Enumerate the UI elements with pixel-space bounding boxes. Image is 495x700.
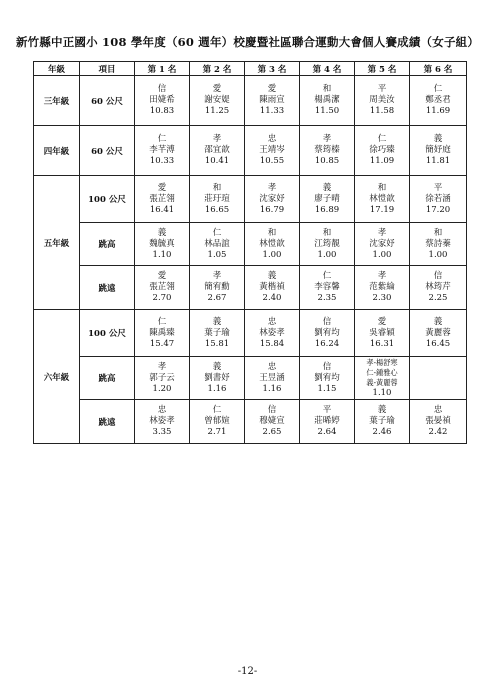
result-cell-place-6 — [410, 310, 467, 357]
result-mark: 16.79 — [259, 204, 285, 215]
result-mark: 1.16 — [262, 383, 282, 394]
result-cell-place-1 — [135, 223, 190, 266]
class-name: 孝 — [212, 271, 222, 281]
class-name: 和 — [322, 227, 332, 238]
result-cell-place-2 — [190, 266, 245, 310]
result-mark: 1.00 — [262, 249, 282, 260]
result-mark: 2.25 — [428, 293, 448, 303]
athlete-name: 李容馨 — [314, 282, 340, 292]
class-name: 愛 — [267, 84, 277, 94]
result-mark: 2.70 — [152, 293, 172, 303]
event-row — [34, 126, 467, 176]
result-cell-place-6 — [410, 266, 467, 310]
result-mark: 11.25 — [204, 106, 230, 116]
result-mark: 2.64 — [317, 427, 337, 437]
result-cell-place-3 — [245, 266, 300, 310]
class-name: 義 — [377, 405, 387, 415]
result-cell-place-1 — [135, 266, 190, 310]
event-row — [34, 76, 467, 126]
athlete-name: 徐巧臻 — [369, 145, 395, 155]
class-name: 信 — [267, 405, 277, 415]
athlete-name: 葉子瑜 — [369, 416, 395, 426]
result-mark: 11.33 — [259, 106, 285, 116]
class-name: 孝 — [212, 134, 222, 144]
result-cell-place-4 — [300, 266, 355, 310]
class-name: 愛 — [157, 271, 167, 281]
class-name: 忠 — [433, 405, 443, 415]
class-name: 仁 — [377, 134, 387, 144]
header-grade: 年級 — [34, 62, 80, 76]
class-name: 義 — [212, 316, 222, 327]
result-mark: 10.83 — [149, 106, 175, 116]
athlete-name: 李芊溥 — [149, 145, 175, 155]
result-mark: 1.00 — [372, 249, 392, 260]
result-cell-place-2 — [190, 76, 245, 126]
result-cell-place-6 — [410, 76, 467, 126]
athlete-name: 蔡筠榛 — [314, 145, 340, 155]
class-name: 和 — [433, 227, 443, 238]
grade-label: 三年級 — [34, 76, 80, 126]
class-name: 和 — [267, 227, 277, 238]
class-name: 忠 — [267, 134, 277, 144]
results-body — [34, 76, 467, 444]
athlete-name: 穆婕宣 — [259, 416, 285, 426]
result-mark: 16.89 — [314, 204, 340, 215]
class-name: 義 — [212, 361, 222, 372]
athlete-name: 沈家妤 — [369, 238, 395, 249]
class-name: 信 — [322, 361, 332, 372]
result-cell-place-6 — [410, 400, 467, 444]
class-name: 義 — [322, 182, 332, 193]
class-name: 仁 — [212, 405, 222, 415]
result-mark: 16.31 — [369, 338, 395, 349]
grade-label: 五年級 — [34, 176, 80, 310]
athlete-name: 沈家妤 — [259, 193, 285, 204]
athlete-name: 張芷翎 — [149, 282, 175, 292]
athlete-name: 郭子云 — [149, 372, 175, 383]
result-mark: 1.10 — [152, 249, 172, 260]
result-cell-place-3 — [245, 400, 300, 444]
result-mark: 2.40 — [262, 293, 282, 303]
result-cell-place-1 — [135, 357, 190, 400]
athlete-name: 劉宥均 — [314, 327, 340, 338]
header-place-4: 第 4 名 — [300, 62, 355, 76]
result-mark: 15.84 — [259, 338, 285, 349]
athlete-name: 林姿孝 — [149, 416, 175, 426]
result-cell-place-1 — [135, 400, 190, 444]
class-name: 孝 — [377, 227, 387, 238]
grade-label: 六年級 — [34, 310, 80, 444]
event-label: 100 公尺 — [80, 310, 135, 357]
athlete-name: 莊晞婷 — [314, 416, 340, 426]
result-cell-place-5 — [355, 400, 410, 444]
athlete-name: 楊禹潔 — [314, 95, 340, 105]
result-cell-place-3 — [245, 310, 300, 357]
athlete-name: 徐若涵 — [425, 193, 451, 204]
event-label: 60 公尺 — [80, 126, 135, 176]
result-cell-place-5 — [355, 357, 410, 400]
athlete-name: 范紫綸 — [369, 282, 395, 292]
result-cell-place-6 — [410, 223, 467, 266]
class-name: 愛 — [212, 84, 222, 94]
result-mark: 11.81 — [425, 156, 451, 166]
class-name: 平 — [377, 84, 387, 94]
result-mark: 10.55 — [259, 156, 285, 166]
result-cell-place-3 — [245, 357, 300, 400]
document-title: 新竹縣中正國小 108 學年度（60 週年）校慶暨社區聯合運動大會個人賽成績（女子組） — [15, 35, 480, 49]
header-place-6: 第 6 名 — [410, 62, 467, 76]
result-mark: 10.41 — [204, 156, 230, 166]
result-mark: 17.20 — [425, 204, 451, 215]
result-cell-place-1 — [135, 126, 190, 176]
result-mark: 2.35 — [317, 293, 337, 303]
class-name: 愛 — [157, 182, 167, 193]
athlete-name: 鄭丞君 — [425, 95, 451, 105]
result-mark: 10.33 — [149, 156, 175, 166]
result-cell-place-6 — [410, 176, 467, 223]
class-name: 和 — [322, 84, 332, 94]
result-cell-place-2 — [190, 223, 245, 266]
athlete-name: 魏毓真 — [149, 238, 175, 249]
athlete-name: 簡宥勳 — [204, 282, 230, 292]
event-row — [34, 400, 467, 444]
athlete-name: 林愷歆 — [259, 238, 285, 249]
event-row — [34, 357, 467, 400]
result-mark: 1.20 — [152, 383, 172, 394]
result-mark: 10.85 — [314, 156, 340, 166]
result-cell-place-2 — [190, 400, 245, 444]
class-name: 平 — [322, 405, 332, 415]
result-cell-place-6 — [410, 126, 467, 176]
result-cell-place-1 — [135, 176, 190, 223]
result-mark: 1.10 — [372, 387, 392, 398]
results-table — [33, 61, 467, 444]
result-mark: 11.50 — [314, 106, 340, 116]
athlete-name: 葉子瑜 — [204, 327, 230, 338]
class-name: 孝 — [377, 271, 387, 281]
class-name: 信 — [433, 271, 443, 281]
grade-label: 四年級 — [34, 126, 80, 176]
header-place-3: 第 3 名 — [245, 62, 300, 76]
result-mark: 15.81 — [204, 338, 230, 349]
class-name: 仁 — [322, 271, 332, 281]
result-cell-place-4 — [300, 400, 355, 444]
event-label: 跳高 — [80, 223, 135, 266]
class-name: 義 — [433, 316, 443, 327]
athlete-name: 劉宥均 — [314, 372, 340, 383]
result-cell-place-5 — [355, 266, 410, 310]
result-cell-place-5 — [355, 310, 410, 357]
event-row — [34, 266, 467, 310]
tied-athlete: 仁-鍾雅心 — [366, 367, 398, 377]
athlete-name: 簡妤庭 — [425, 145, 451, 155]
tied-athlete: 義-黃麗蓉 — [366, 377, 398, 387]
event-label: 跳遠 — [80, 266, 135, 310]
class-name: 信 — [157, 84, 167, 94]
class-name: 平 — [433, 182, 443, 193]
event-label: 跳高 — [80, 357, 135, 400]
result-cell-place-5 — [355, 126, 410, 176]
result-mark: 16.24 — [314, 338, 340, 349]
result-cell-place-3 — [245, 223, 300, 266]
class-name: 孝 — [322, 134, 332, 144]
result-mark: 1.15 — [317, 383, 337, 394]
athlete-name: 張晏禎 — [425, 416, 451, 426]
athlete-name: 黃楷禎 — [259, 282, 285, 292]
class-name: 孝 — [157, 361, 167, 372]
result-cell-place-6 — [410, 357, 467, 400]
class-name: 忠 — [267, 361, 277, 372]
result-mark: 16.41 — [149, 204, 175, 215]
result-cell-place-4 — [300, 223, 355, 266]
result-cell-place-1 — [135, 310, 190, 357]
result-mark: 2.67 — [207, 293, 227, 303]
athlete-name: 張芷翎 — [149, 193, 175, 204]
result-cell-place-5 — [355, 223, 410, 266]
class-name: 仁 — [157, 316, 167, 327]
athlete-name: 吳睿穎 — [369, 327, 395, 338]
result-mark: 2.71 — [207, 427, 227, 437]
result-cell-place-4 — [300, 357, 355, 400]
result-cell-place-2 — [190, 176, 245, 223]
result-mark: 11.69 — [425, 106, 451, 116]
class-name: 義 — [157, 227, 167, 238]
result-cell-place-4 — [300, 310, 355, 357]
result-mark: 3.35 — [152, 427, 172, 437]
header-place-1: 第 1 名 — [135, 62, 190, 76]
event-label: 60 公尺 — [80, 76, 135, 126]
athlete-name: 林品誼 — [204, 238, 230, 249]
athlete-name: 曾郁媗 — [204, 416, 230, 426]
event-row — [34, 223, 467, 266]
result-mark: 11.09 — [369, 156, 395, 166]
athlete-name: 林筠芹 — [425, 282, 451, 292]
result-mark: 1.00 — [428, 249, 448, 260]
athlete-name: 邵宜歆 — [204, 145, 230, 155]
result-cell-place-1 — [135, 76, 190, 126]
header-place-2: 第 2 名 — [190, 62, 245, 76]
class-name: 仁 — [433, 84, 443, 94]
result-cell-place-3 — [245, 176, 300, 223]
class-name: 義 — [267, 271, 277, 281]
class-name: 仁 — [212, 227, 222, 238]
result-mark: 2.65 — [262, 427, 282, 437]
event-label: 100 公尺 — [80, 176, 135, 223]
athlete-name: 陳雨宣 — [259, 95, 285, 105]
athlete-name: 黃麗蓉 — [425, 327, 451, 338]
athlete-name: 陳禹臻 — [149, 327, 175, 338]
athlete-name: 劉書妤 — [204, 372, 230, 383]
athlete-name: 江筠靚 — [314, 238, 340, 249]
athlete-name: 林姿孝 — [259, 327, 285, 338]
event-label: 跳遠 — [80, 400, 135, 444]
class-name: 和 — [377, 182, 387, 193]
event-row — [34, 310, 467, 357]
header-place-5: 第 5 名 — [355, 62, 410, 76]
athlete-name: 林愷歆 — [369, 193, 395, 204]
result-mark: 1.05 — [207, 249, 227, 260]
athlete-name: 王昱涵 — [259, 372, 285, 383]
class-name: 仁 — [157, 134, 167, 144]
result-cell-place-3 — [245, 76, 300, 126]
athlete-name: 謝安媞 — [204, 95, 230, 105]
result-mark: 11.58 — [369, 106, 395, 116]
class-name: 和 — [212, 182, 222, 193]
result-cell-place-3 — [245, 126, 300, 176]
result-cell-place-4 — [300, 176, 355, 223]
class-name: 忠 — [157, 405, 167, 415]
class-name: 義 — [433, 134, 443, 144]
result-mark: 16.65 — [204, 204, 230, 215]
header-event: 項目 — [80, 62, 135, 76]
result-mark: 1.00 — [317, 249, 337, 260]
tied-athlete: 孝-楊舒寒 — [366, 357, 398, 367]
result-cell-place-2 — [190, 310, 245, 357]
athlete-name: 田婕希 — [149, 95, 175, 105]
athlete-name: 王靖岑 — [259, 145, 285, 155]
result-mark: 2.42 — [428, 427, 448, 437]
class-name: 忠 — [267, 316, 277, 327]
athlete-name: 蔡詩蓁 — [425, 238, 451, 249]
page-number: -12- — [237, 666, 258, 677]
result-mark: 16.45 — [425, 338, 451, 349]
event-row — [34, 176, 467, 223]
result-cell-place-5 — [355, 76, 410, 126]
result-mark: 17.19 — [369, 204, 395, 215]
class-name: 信 — [322, 316, 332, 327]
athlete-name: 廖子晴 — [314, 193, 340, 204]
result-cell-place-4 — [300, 76, 355, 126]
athlete-name: 周美汝 — [369, 95, 395, 105]
result-mark: 2.46 — [372, 427, 392, 437]
athlete-name: 莊玗瑄 — [204, 193, 230, 204]
result-mark: 1.16 — [207, 383, 227, 394]
result-mark: 2.30 — [372, 293, 392, 303]
result-cell-place-4 — [300, 126, 355, 176]
class-name: 愛 — [377, 316, 387, 327]
result-cell-place-2 — [190, 357, 245, 400]
class-name: 孝 — [267, 182, 277, 193]
result-mark: 15.47 — [149, 338, 175, 349]
result-cell-place-5 — [355, 176, 410, 223]
header-row — [34, 62, 467, 76]
result-cell-place-2 — [190, 126, 245, 176]
